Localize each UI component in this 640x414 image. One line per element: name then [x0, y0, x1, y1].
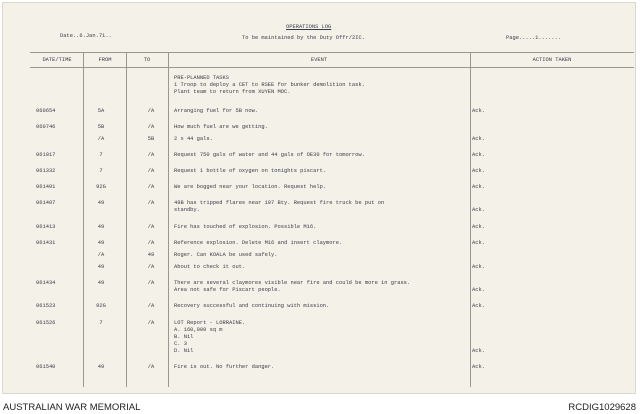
row-from: 49 [97, 200, 105, 206]
table-top-rule [30, 52, 634, 53]
row-from: 49 [97, 264, 105, 270]
header-bottom-rule [30, 67, 634, 68]
column-divider [126, 52, 127, 387]
row-event-line: 2 x 44 gals. [174, 136, 213, 142]
row-date-time: 061407 [36, 200, 56, 206]
column-divider [83, 52, 84, 387]
row-event-line: Request 1 bottle of oxygen on tonights piscart. [174, 168, 327, 174]
row-to: 5B [147, 136, 155, 142]
log-date: Date..6.Jan.71.. [60, 33, 112, 39]
log-page-number: Page.....1....... [506, 35, 561, 41]
row-to: /A [147, 264, 155, 270]
row-from: 49 [97, 224, 105, 230]
row-event-line: D. Nil [174, 348, 194, 354]
row-event [174, 240, 474, 247]
row-event [174, 108, 474, 115]
row-from: 5A [97, 108, 105, 114]
row-event [174, 224, 474, 231]
row-to: /A [147, 152, 155, 158]
row-action: Ack. [472, 224, 485, 230]
row-event-line: How much fuel are we getting. [174, 124, 268, 130]
table-row [30, 320, 634, 354]
row-event-line: Arranging fuel for 5B now. [174, 108, 259, 114]
row-from: /A [97, 136, 105, 142]
row-from: 92G [96, 303, 106, 309]
row-event-line: There are several claymores visible near fire and could be more in grass. [174, 280, 411, 286]
row-event-line: 1 Troop to deploy a CET to RSEE for bunker demolition task. [174, 82, 365, 88]
table-row [30, 75, 634, 95]
row-event-line: 49B has tripped flares near 107 Bty. Request fire truck be put on [174, 200, 385, 206]
col-header-action: ACTION TAKEN [532, 57, 572, 63]
row-to: /A [147, 303, 155, 309]
table-row [30, 280, 634, 293]
col-header-event: EVENT [310, 57, 328, 63]
row-action: Ack. [472, 152, 485, 158]
table-row [30, 124, 634, 132]
table-row [30, 136, 634, 144]
row-action: Ack. [472, 108, 485, 114]
row-event-line: B. Nil [174, 334, 194, 340]
row-to: 49 [147, 252, 155, 258]
row-event-line: LOT Report - LORRAINE. [174, 320, 246, 326]
row-date-time: 061017 [36, 152, 56, 158]
row-event-line: Roger. Can KOALA be used safely. [174, 252, 278, 258]
row-event-line: Plant team to return from XUYEN MOC. [174, 89, 291, 95]
table-row [30, 224, 634, 232]
col-header-date-time: DATE/TIME [42, 57, 72, 63]
row-from: 7 [99, 168, 103, 174]
row-event-line: standby. [174, 207, 200, 213]
row-from: /A [97, 252, 105, 258]
row-to: /A [147, 364, 155, 370]
row-event [174, 264, 474, 271]
row-to: /A [147, 240, 155, 246]
row-to: /A [147, 168, 155, 174]
row-event-line: Request 750 gals of water and 44 gals of OE30 for tomorrow. [174, 152, 365, 158]
row-event [174, 124, 474, 131]
row-event-line: Area not safe for Piscart people. [174, 287, 281, 293]
row-event-line: C. 3 [174, 341, 187, 347]
row-event [174, 136, 474, 143]
archive-reference: RCDIG1029628 [568, 402, 636, 413]
row-from: 49 [97, 240, 105, 246]
row-date-time: 061413 [36, 224, 56, 230]
row-action: Ack. [472, 168, 485, 174]
log-title: OPERATIONS LOG [286, 24, 332, 30]
table-row [30, 240, 634, 248]
row-action: Ack. [472, 364, 485, 370]
row-action: Ack. [472, 264, 485, 270]
table-row [30, 264, 634, 272]
row-to: /A [147, 280, 155, 286]
row-event-line: Fire has touched of explosion. Possible M16. [174, 224, 317, 230]
table-row [30, 303, 634, 311]
row-event [174, 168, 474, 175]
row-to: /A [147, 200, 155, 206]
row-date-time: 060654 [36, 108, 56, 114]
column-divider [168, 52, 169, 387]
row-event [174, 200, 474, 214]
row-event-line: PRE-PLANNED TASKS [174, 75, 229, 81]
row-event [174, 303, 474, 310]
row-event-line: Reference explosion. Delete M16 and insert claymore. [174, 240, 343, 246]
table-row [30, 200, 634, 213]
table-row [30, 168, 634, 176]
row-from: 92G [96, 184, 106, 190]
row-event [174, 320, 474, 355]
row-date-time: 061431 [36, 240, 56, 246]
row-action: Ack. [472, 348, 485, 354]
row-from: 49 [97, 280, 105, 286]
row-to: /A [147, 320, 155, 326]
row-event [174, 252, 474, 259]
row-date-time: 061540 [36, 364, 56, 370]
table-row [30, 252, 634, 260]
row-from: 5B [97, 124, 105, 130]
row-from: 7 [99, 152, 103, 158]
row-event [174, 75, 474, 96]
row-event [174, 152, 474, 159]
row-event [174, 364, 474, 371]
log-subtitle: To be maintained by the Duty Offr/2IC. [242, 35, 365, 41]
row-to: /A [147, 184, 155, 190]
row-to: /A [147, 224, 155, 230]
table-row [30, 184, 634, 192]
row-event-line: We are bogged near your location. Request help. [174, 184, 327, 190]
row-action: Ack. [472, 136, 485, 142]
row-date-time: 061526 [36, 320, 56, 326]
row-event [174, 184, 474, 191]
col-header-to: TO [143, 57, 151, 63]
archive-credit: AUSTRALIAN WAR MEMORIAL [3, 402, 141, 413]
row-date-time: 061401 [36, 184, 56, 190]
row-date-time: 061523 [36, 303, 56, 309]
row-to: /A [147, 108, 155, 114]
table-row [30, 108, 634, 116]
table-row [30, 152, 634, 160]
row-to: /A [147, 124, 155, 130]
row-date-time: 061332 [36, 168, 56, 174]
row-event [174, 280, 474, 294]
row-event-line: Fire is out. No further danger. [174, 364, 275, 370]
row-event-line: A. 160,000 sq m [174, 327, 223, 333]
row-event-line: Recovery successful and continuing with mission. [174, 303, 330, 309]
row-from: 49 [97, 364, 105, 370]
table-row [30, 364, 634, 372]
row-action: Ack. [472, 207, 485, 213]
row-action: Ack. [472, 184, 485, 190]
row-date-time: 060746 [36, 124, 56, 130]
col-header-from: FROM [98, 57, 112, 63]
row-date-time: 061434 [36, 280, 56, 286]
row-action: Ack. [472, 303, 485, 309]
row-event-line: About to check it out. [174, 264, 246, 270]
row-from: 7 [99, 320, 103, 326]
row-action: Ack. [472, 287, 485, 293]
row-action: Ack. [472, 240, 485, 246]
